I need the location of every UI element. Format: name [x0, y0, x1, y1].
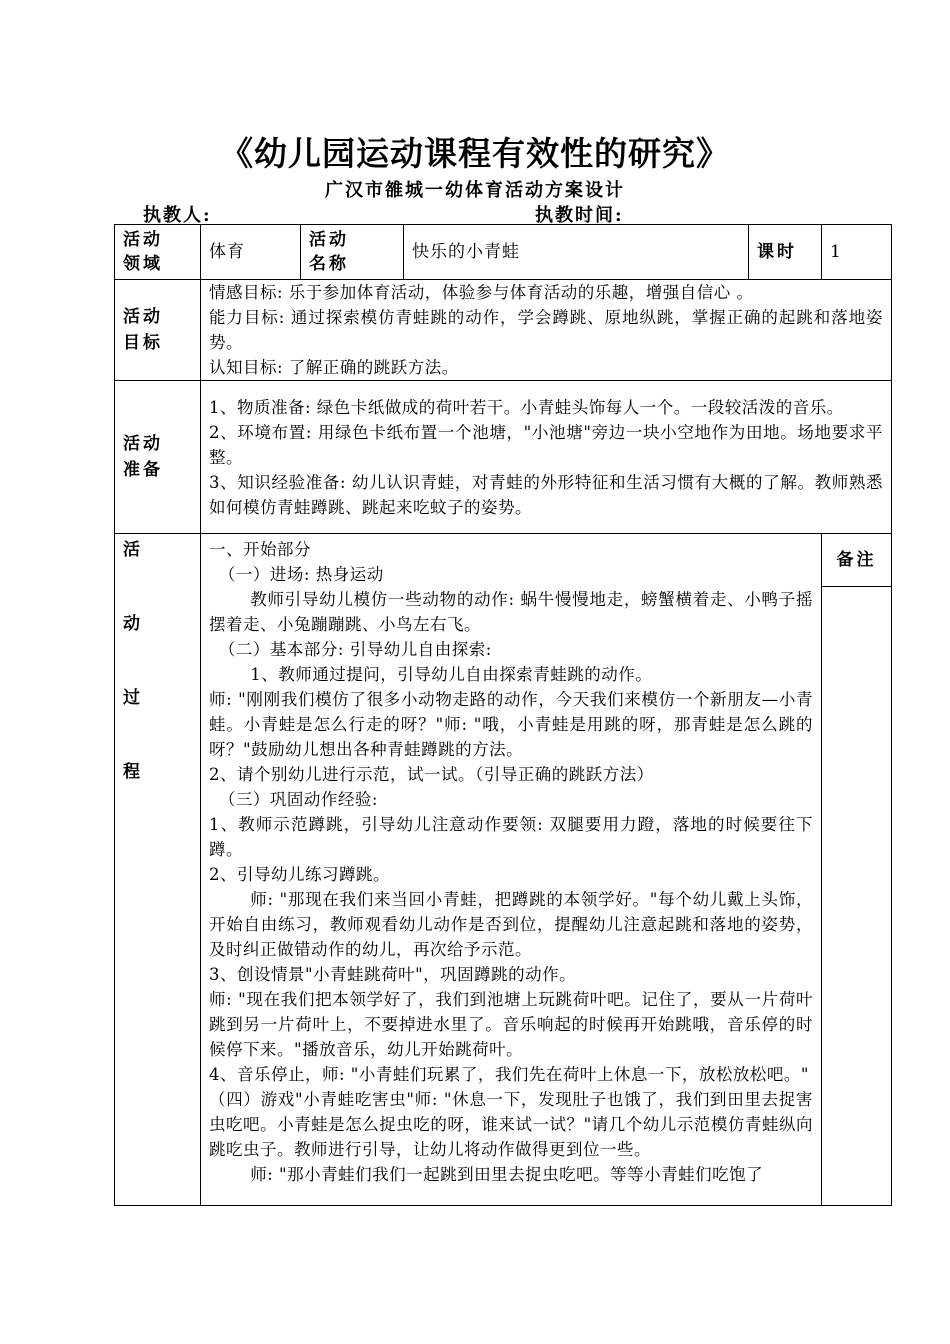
document-subtitle: 广汉市雒城一幼体育活动方案设计	[325, 180, 625, 201]
period-label: 课时	[749, 225, 822, 280]
process-label-char: 程	[123, 762, 140, 782]
process-paragraph: 师: "现在我们把本领学好了，我们到池塘上玩跳荷叶吧。记住了，要从一片荷叶跳到另一片荷叶上，不要掉进水里了。音乐响起的时候再开始跳哦，音乐停的时候停下来。"播放音乐，幼儿开始跳荷叶。	[209, 990, 813, 1059]
domain-label: 活动 领域	[115, 225, 201, 280]
document-title: 《幼儿园运动课程有效性的研究》	[220, 134, 730, 173]
teacher-label: 执教人:	[143, 205, 212, 226]
domain-value: 体育	[201, 225, 301, 280]
process-paragraphs	[209, 537, 813, 1187]
prep-content	[201, 381, 892, 534]
process-paragraph: 师: "那现在我们来当回小青蛙，把蹲跳的本领学好。"每个幼儿戴上头饰，开始自由练习，教师观看幼儿动作是否到位，提醒幼儿注意起跳和落地的姿势，及时纠正做错动作的幼儿，再次给予示范。	[209, 890, 813, 959]
process-paragraph: 3、创设情景"小青蛙跳荷叶"，巩固蹲跳的动作。	[209, 965, 577, 984]
time-label: 执教时间:	[535, 205, 624, 226]
remark-label: 备注	[822, 534, 891, 587]
process-paragraph: 2、引导幼儿练习蹲跳。	[209, 865, 390, 884]
lesson-plan-table	[114, 224, 892, 1206]
process-paragraph: 一、开始部分	[209, 540, 311, 559]
goal-cognition: 认知目标: 了解正确的跳跃方法。	[209, 358, 459, 377]
process-row	[115, 534, 892, 1206]
process-paragraph: 师: "那小青蛙们我们一起跳到田里去捉虫吃吧。等等小青蛙们吃饱了	[250, 1165, 764, 1184]
process-paragraph: （四）游戏"小青蛙吃害虫"师: "休息一下，发现肚子也饿了，我们到田里去捉害虫吃吧。小青蛙是怎么捉虫吃的呀，谁来试一试？"请几个幼儿示范模仿青蛙纵向跳吃虫子。教师进行引导，让幼儿将动作做得更到位一些。	[209, 1090, 813, 1159]
goals-label: 活动 目标	[115, 280, 201, 381]
process-paragraph: 2、请个别幼儿进行示范，试一试。（引导正确的跳跃方法）	[209, 765, 654, 784]
header-row	[115, 225, 892, 280]
prep-row	[115, 381, 892, 534]
process-paragraph: 4、音乐停止，师: "小青蛙们玩累了，我们先在荷叶上休息一下，放松放松吧。"	[209, 1065, 809, 1084]
process-paragraph: （二）基本部分: 引导幼儿自由探索:	[218, 640, 492, 659]
process-paragraph: 教师引导幼儿模仿一些动物的动作: 蜗牛慢慢地走，螃蟹横着走、小鸭子摇摆着走、小兔蹦蹦跳、小鸟左右飞。	[209, 590, 813, 634]
process-paragraph: 师: "刚刚我们模仿了很多小动物走路的动作，今天我们来模仿一个新朋友—小青蛙。小青蛙是怎么行走的呀？"师: "哦，小青蛙是用跳的呀，那青蛙是怎么跳的呀？"鼓励幼儿想出各种青蛙蹲跳的方法。	[209, 690, 813, 759]
process-paragraph: （三）巩固动作经验:	[218, 790, 378, 809]
process-paragraph: 1、教师示范蹲跳，引导幼儿注意动作要领: 双腿要用力蹬，落地的时候要往下蹲。	[209, 815, 813, 859]
process-paragraph: 1、教师通过提问，引导幼儿自由探索青蛙跳的动作。	[250, 665, 653, 684]
prep-label: 活动 准备	[115, 381, 201, 534]
goals-row	[115, 280, 892, 381]
prep-material: 1、物质准备: 绿色卡纸做成的荷叶若干。小青蛙头饰每人一个。一段较活泼的音乐。	[209, 397, 844, 417]
process-content	[201, 534, 822, 1206]
process-paragraph: （一）进场: 热身运动	[218, 565, 384, 584]
goal-emotion: 情感目标: 乐于参加体育活动，体验参与体育活动的乐趣，增强自信心 。	[209, 283, 754, 302]
prep-knowledge: 3、知识经验准备: 幼儿认识青蛙，对青蛙的外形特征和生活习惯有大概的了解。教师熟悉如何模仿青蛙蹲跳、跳起来吃蚊子的姿势。	[209, 472, 883, 517]
process-label	[115, 534, 201, 1206]
goals-content	[201, 280, 892, 381]
process-label-char: 过	[123, 688, 140, 708]
remark-column	[822, 534, 892, 1206]
period-value: 1	[822, 225, 892, 280]
process-label-char: 动	[123, 614, 140, 634]
activity-name-value: 快乐的小青蛙	[404, 225, 749, 280]
activity-name-label: 活动 名称	[301, 225, 404, 280]
prep-environment: 2、环境布置: 用绿色卡纸布置一个池塘，"小池塘"旁边一块小空地作为田地。场地要求平整。	[209, 422, 883, 467]
goal-ability: 能力目标: 通过探索模仿青蛙跳的动作，学会蹲跳、原地纵跳，掌握正确的起跳和落地姿势。	[209, 308, 883, 352]
process-label-char: 活	[123, 540, 140, 560]
